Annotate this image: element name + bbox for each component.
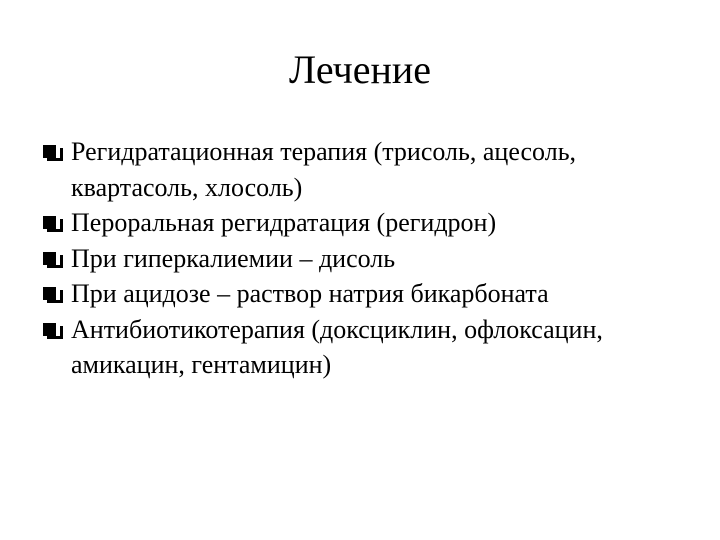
square-q-bullet-icon (42, 214, 64, 234)
square-q-bullet-icon (42, 250, 64, 270)
square-q-bullet-icon (42, 143, 64, 163)
bullet-text: Антибиотикотерапия (доксциклин, офлоксацин, амикацин, гентамицин) (71, 314, 603, 379)
slide-title (0, 46, 720, 94)
bullet-item (42, 134, 702, 205)
bullet-text: Регидратационная терапия (трисоль, ацесоль, квартасоль, хлосоль) (71, 137, 577, 202)
square-q-bullet-icon (42, 285, 64, 305)
bullet-item (42, 276, 702, 312)
square-q-bullet-icon (42, 321, 64, 341)
bullet-item (42, 312, 702, 383)
slide-title-text: Лечение (288, 47, 432, 92)
bullet-text: При гиперкалиемии – дисоль (71, 243, 396, 273)
bullet-text: При ацидозе – раствор натрия бикарбоната (71, 279, 549, 308)
bullet-text: Пероральная регидратация (регидрон) (71, 208, 497, 237)
bullet-list (42, 134, 702, 383)
bullet-item (42, 241, 702, 277)
bullet-item (42, 205, 702, 241)
